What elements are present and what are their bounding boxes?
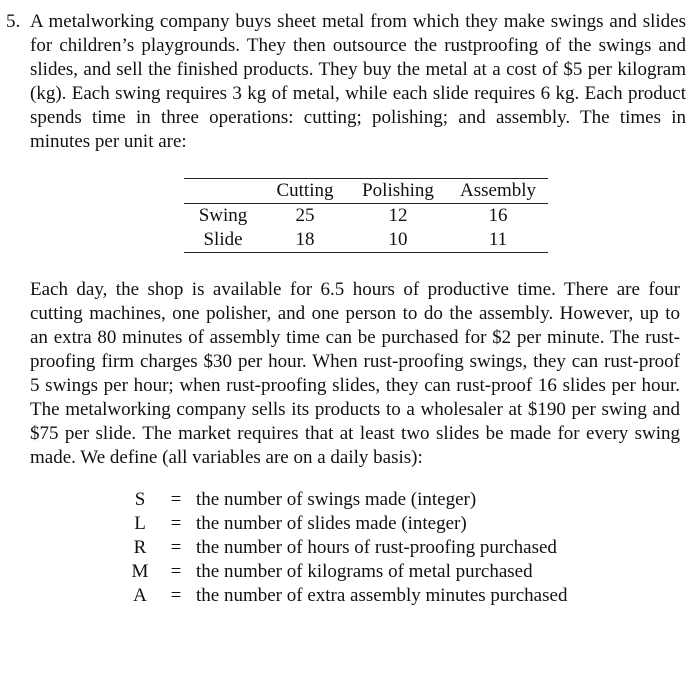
definition-text: the number of hours of rust-proofing purchased — [196, 537, 557, 558]
header-cutting: Cutting — [276, 180, 334, 201]
problem-body-paragraph: Each day, the shop is available for 6.5 hours of productive time. There are four cutting machines, one polisher, and one person to do the assembly. However, up to an extra 80 minutes of assembly time can be purchased for $2 per minute. The rust-proofing firm charges $30 per hour. When rust-proofing swings, they can rust-proof 5 swings per hour; when rust-proofing slides, they can rust-proof 16 slides per hour. The metalworking company sells its products to a wholesaler at $190 per swing and $75 per slide. The market requires that at least two slides be made for every swing made. We define (all variables are on a daily basis): — [30, 279, 680, 468]
cell-slide-polishing: 10 — [388, 229, 408, 250]
definition-row-m — [124, 560, 567, 584]
definition-row-s — [124, 488, 567, 512]
definition-symbol: M — [131, 561, 149, 582]
definition-text: the number of extra assembly minutes purchased — [196, 585, 568, 606]
cell-slide-cutting: 18 — [295, 229, 315, 250]
definition-row-a — [124, 584, 567, 608]
definition-equals: = — [170, 513, 182, 534]
definition-equals: = — [170, 585, 182, 606]
problem-intro-text: A metalworking company buys sheet metal from which they make swings and slides for children’s playgrounds. They then outsource the rustproofing of the swings and slides, and sell the finished products. They buy the metal at a cost of $5 per kilogram (kg). Each swing requires 3 kg of metal, while each slide requires 6 kg. Each product spends time in three operations: cutting; polishing; and assembly. The times in minutes per unit are: — [30, 11, 686, 152]
table-row-swing — [184, 204, 548, 229]
row-label-slide: Slide — [203, 229, 243, 250]
definition-symbol: R — [133, 537, 147, 558]
problem-number: 5. — [6, 11, 21, 32]
problem-intro-paragraph — [6, 10, 686, 154]
cell-slide-assembly: 11 — [488, 229, 508, 250]
definition-equals: = — [170, 561, 182, 582]
definition-symbol: L — [134, 513, 146, 534]
problem-5 — [6, 10, 686, 154]
definition-text: the number of slides made (integer) — [196, 513, 467, 534]
definition-symbol: A — [133, 585, 147, 606]
row-label-swing: Swing — [198, 205, 248, 226]
table-header-row — [184, 179, 548, 204]
variable-definitions — [124, 488, 567, 608]
definition-text: the number of swings made (integer) — [196, 489, 477, 510]
definition-symbol: S — [134, 489, 146, 510]
cell-swing-assembly: 16 — [488, 205, 508, 226]
header-assembly: Assembly — [460, 180, 536, 201]
table-corner-cell — [184, 179, 262, 204]
definition-equals: = — [170, 537, 182, 558]
definition-row-r — [124, 536, 567, 560]
cell-swing-polishing: 12 — [388, 205, 408, 226]
times-table — [184, 178, 548, 253]
cell-swing-cutting: 25 — [295, 205, 315, 226]
header-polishing: Polishing — [362, 180, 434, 201]
definition-row-l — [124, 512, 567, 536]
definition-equals: = — [170, 489, 182, 510]
definition-text: the number of kilograms of metal purchased — [196, 561, 533, 582]
table-row-slide — [184, 228, 548, 253]
